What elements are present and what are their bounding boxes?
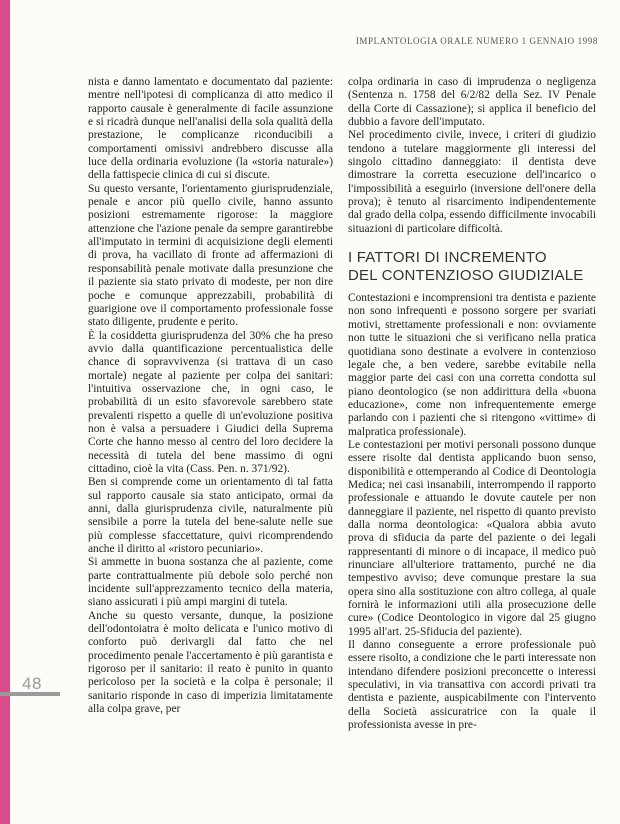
left-column: [88, 76, 333, 717]
running-header: IMPLANTOLOGIA ORALE NUMERO 1 GENNAIO 1998: [355, 36, 598, 46]
paragraph: Si ammette in buona sostanza che al paziente, come parte contrattualmente più debole solo perché non incidente sull'apprezzamento tecnico della materia, siano assicurati i più ampi margini di tutela.: [88, 556, 333, 609]
paragraph: Ben si comprende come un orientamento di tal fatta sul rapporto causale sia stato anticipato, ormai da anni, dalla giurisprudenza civile, naturalmente più sensibile a porre la tutela del bene-salute nelle sue più complesse sfaccettature, quivi ricomprendendo anche il diritto al «ristoro pecuniario».: [88, 476, 333, 556]
section-heading-line: DEL CONTENZIOSO GIUDIZIALE: [348, 266, 584, 284]
right-column: [348, 76, 596, 732]
paragraph: Anche su questo versante, dunque, la posizione dell'odontoiatra è molto delicata e l'unico motivo di conforto può derivargli dal fatto che nel procedimento penale l'accertamento è più garantista e rigoroso per il sanitario: il reato è punito in quanto pericoloso per la società e la colpa è personale; il sanitario risponde in caso di imperizia limitatamente alla colpa grave, per: [88, 609, 333, 716]
page-number: 48: [22, 674, 42, 693]
paragraph: Su questo versante, l'orientamento giurisprudenziale, penale e ancor più quello civile, hanno assunto posizioni estremamente rigorose: la maggiore attenzione che l'azione penale da sempre garantirebbe all'imputato in termini di acquisizione degli elementi di prova, ha vacillato di fronte ad affermazioni di responsabilità penale motivate dalla presunzione che il paziente sia stato privato di modeste, per non dire poche e comunque apprezzabili, probabilità di guarigione ove il comportamento professionale fosse stato diligente, prudente e perito.: [88, 182, 333, 329]
page-edge-color-bar: [0, 0, 10, 824]
paragraph: nista e danno lamentato e documentato dal paziente: mentre nell'ipotesi di complicanza di atto medico il rapporto causale è generalmente di facile assunzione e si ricadrà dunque nell'analisi della sola qualità della prestazione, le complicanze riconducibili a comportamenti omissivi andrebbero discusse alla luce della ordinaria evoluzione (la «storia naturale») della fattispecie clinica di cui si discute.: [88, 76, 333, 182]
paragraph: Nel procedimento civile, invece, i criteri di giudizio tendono a tutelare maggiormente gli interessi del singolo cittadino danneggiato: il dentista deve dimostrare la corretta esecuzione dell'incarico o l'impossibilità a eseguirlo (inversione dell'onere della prova); è tenuto al risarcimento indipendentemente dal grado della colpa, essendo difficilmente invocabili situazioni di particolare difficoltà.: [348, 129, 596, 235]
paragraph: Il danno conseguente a errore professionale può essere risolto, a condizione che le parti interessate non intendano difendere posizioni preconcette o interessi speculativi, in via transattiva con accordi privati tra dentista e paziente, auspicabilmente con l'intervento della Società assicuratrice con la quale il professionista avesse in pre-: [348, 639, 596, 732]
paragraph: Le contestazioni per motivi personali possono dunque essere risolte dal dentista applicando buon senso, disponibilità e ottemperando al Codice di Deontologia Medica; nei casi insanabili, interrompendo il rapporto professionale e attuando le dovute cautele per non danneggiare il paziente, nel rispetto di quanto previsto dalla norma deontologica: «Qualora abbia avuto prova di sfiducia da parte del paziente o dei legali rappresentanti di minore o di incapace, il medico può rinunciare all'ulteriore trattamento, purché ne dia tempestivo avviso; deve comunque prestare la sua opera sino alla sostituzione con altro collega, al quale fornirà le informazioni utili alla prosecuzione delle cure» (Codice Deontologico in vigore dal 25 giugno 1995 all'art. 25-Sfiducia del paziente).: [348, 438, 596, 638]
section-heading-line: I FATTORI DI INCREMENTO: [348, 249, 547, 267]
paragraph: È la cosiddetta giurisprudenza del 30% che ha preso avvio dalla quantificazione percentualistica delle chance di sopravvivenza (si trattava di un caso mortale) negate al paziente per colpa dei sanitari: l'intuitiva osservazione che, in ogni caso, le probabilità di un esito sfavorevole sarebbero state prevalenti rispetto a quelle di un'evoluzione positiva non è valsa a persuadere i Giudici della Suprema Corte che hanno messo al centro del loro decidere la necessità di tutela del bene massimo di ogni cittadino, cioè la vita (Cass. Pen. n. 371/92).: [88, 329, 333, 475]
paragraph: Contestazioni e incomprensioni tra dentista e paziente non sono infrequenti e possono sorgere per svariati motivi, strettamente professionali e non: ovviamente non tutte le situazioni che si verificano nella pratica quotidiana sono destinate a evolvere in contenzioso legale che, a ben vedere, sarebbe evitabile nella maggior parte dei casi con una corretta condotta sul piano deontologico (se non addirittura della «buona educazione», come non infrequentemente emerge parlando con i pazienti che si ritengono «vittime» di malpratica professionale).: [348, 292, 596, 438]
section-heading: [348, 249, 596, 284]
paragraph: colpa ordinaria in caso di imprudenza o negligenza (Sentenza n. 1758 del 6/2/82 della Sez. IV Penale della Corte di Cassazione); si applica il beneficio del dubbio a favore dell'imputato.: [348, 76, 596, 129]
